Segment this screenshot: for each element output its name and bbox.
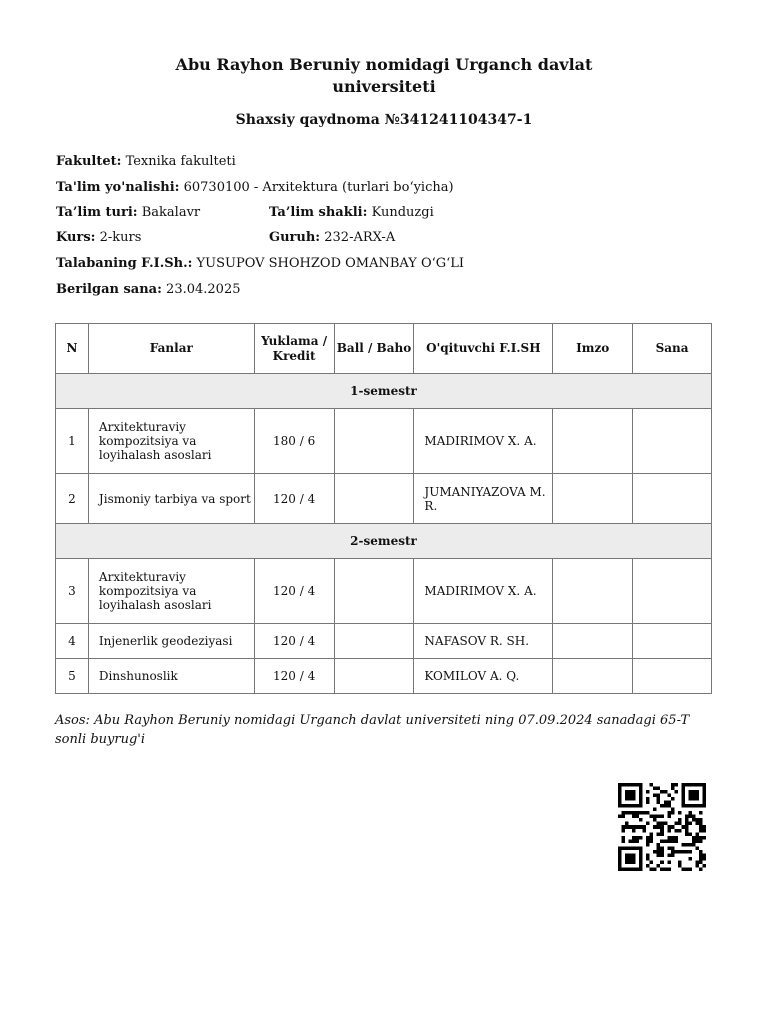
semester-label: 1-semestr: [56, 374, 712, 409]
student-row: [56, 256, 464, 272]
group-value: 232-ARX-A: [324, 230, 396, 245]
issue-date-label: Berilgan sana:: [56, 282, 162, 297]
direction-label: Ta'lim yo'nalishi:: [56, 180, 180, 195]
course-row: [56, 230, 141, 246]
table-row: [56, 474, 712, 524]
education-type-label: Ta’lim turi:: [56, 205, 138, 220]
row-teacher: MADIRIMOV X. A.: [414, 409, 553, 474]
row-score: [334, 659, 414, 694]
row-subject: Jismoniy tarbiya va sport: [88, 474, 254, 524]
row-signature: [553, 409, 633, 474]
faculty-value: Texnika fakulteti: [125, 154, 236, 169]
row-subject: Injenerlik geodeziyasi: [88, 624, 254, 659]
record-title: Shaxsiy qaydnoma №341241104347-1: [235, 112, 533, 128]
direction-row: [56, 180, 454, 196]
student-value: YUSUPOV SHOHZOD OMANBAY O‘G‘LI: [196, 256, 465, 271]
table-row: [56, 559, 712, 624]
row-teacher: KOMILOV A. Q.: [414, 659, 553, 694]
header-load: Yuklama / Kredit: [254, 324, 334, 374]
row-score: [334, 474, 414, 524]
row-number: 1: [56, 409, 89, 474]
row-subject: Dinshunoslik: [88, 659, 254, 694]
header-signature: Imzo: [553, 324, 633, 374]
semester-row: [56, 374, 712, 409]
row-number: 2: [56, 474, 89, 524]
grades-table: [55, 323, 712, 694]
row-load: 120 / 4: [254, 474, 334, 524]
row-subject: Arxitekturaviy kompozitsiya va loyihalash asoslari: [88, 409, 254, 474]
course-label: Kurs:: [56, 230, 96, 245]
semester-row: [56, 524, 712, 559]
education-form-row: [269, 205, 434, 221]
row-load: 120 / 4: [254, 559, 334, 624]
issue-date-value: 23.04.2025: [166, 282, 241, 297]
qr-code-icon: [614, 783, 710, 871]
issue-date-row: [56, 282, 240, 298]
row-score: [334, 624, 414, 659]
faculty-row: [56, 154, 236, 170]
row-load: 120 / 4: [254, 659, 334, 694]
row-teacher: JUMANIYAZOVA M. R.: [414, 474, 553, 524]
row-date: [633, 474, 712, 524]
row-signature: [553, 624, 633, 659]
row-number: 5: [56, 659, 89, 694]
course-value: 2-kurs: [99, 230, 142, 245]
group-label: Guruh:: [269, 230, 321, 245]
faculty-label: Fakultet:: [56, 154, 122, 169]
row-score: [334, 409, 414, 474]
row-signature: [553, 559, 633, 624]
header-subjects: Fanlar: [88, 324, 254, 374]
header-teacher: O'qituvchi F.I.SH: [414, 324, 553, 374]
row-date: [633, 559, 712, 624]
row-score: [334, 559, 414, 624]
row-signature: [553, 474, 633, 524]
university-title-line1: Abu Rayhon Beruniy nomidagi Urganch davlat: [175, 55, 593, 74]
education-type-row: [56, 205, 200, 221]
basis-note: Asos: Abu Rayhon Beruniy nomidagi Urganch davlat universiteti ning 07.09.2024 sanadagi 65-T sonli buyrug'i: [55, 713, 690, 747]
row-number: 3: [56, 559, 89, 624]
row-date: [633, 659, 712, 694]
row-teacher: MADIRIMOV X. A.: [414, 559, 553, 624]
table-row: [56, 409, 712, 474]
row-date: [633, 409, 712, 474]
table-row: [56, 624, 712, 659]
direction-value: 60730100 - Arxitektura (turlari bo‘yicha): [183, 180, 454, 195]
student-label: Talabaning F.I.Sh.:: [56, 256, 193, 271]
row-load: 180 / 6: [254, 409, 334, 474]
row-number: 4: [56, 624, 89, 659]
row-teacher: NAFASOV R. SH.: [414, 624, 553, 659]
education-form-label: Ta’lim shakli:: [269, 205, 368, 220]
university-title: [0, 54, 768, 98]
semester-label: 2-semestr: [56, 524, 712, 559]
header-score: Ball / Baho: [334, 324, 414, 374]
header-n: N: [56, 324, 89, 374]
table-row: [56, 659, 712, 694]
education-type-value: Bakalavr: [141, 205, 201, 220]
group-row: [269, 230, 395, 246]
education-form-value: Kunduzgi: [371, 205, 434, 220]
row-date: [633, 624, 712, 659]
row-signature: [553, 659, 633, 694]
table-header-row: [56, 324, 712, 374]
row-subject: Arxitekturaviy kompozitsiya va loyihalash asoslari: [88, 559, 254, 624]
header-date: Sana: [633, 324, 712, 374]
university-title-line2: universiteti: [332, 77, 436, 96]
row-load: 120 / 4: [254, 624, 334, 659]
